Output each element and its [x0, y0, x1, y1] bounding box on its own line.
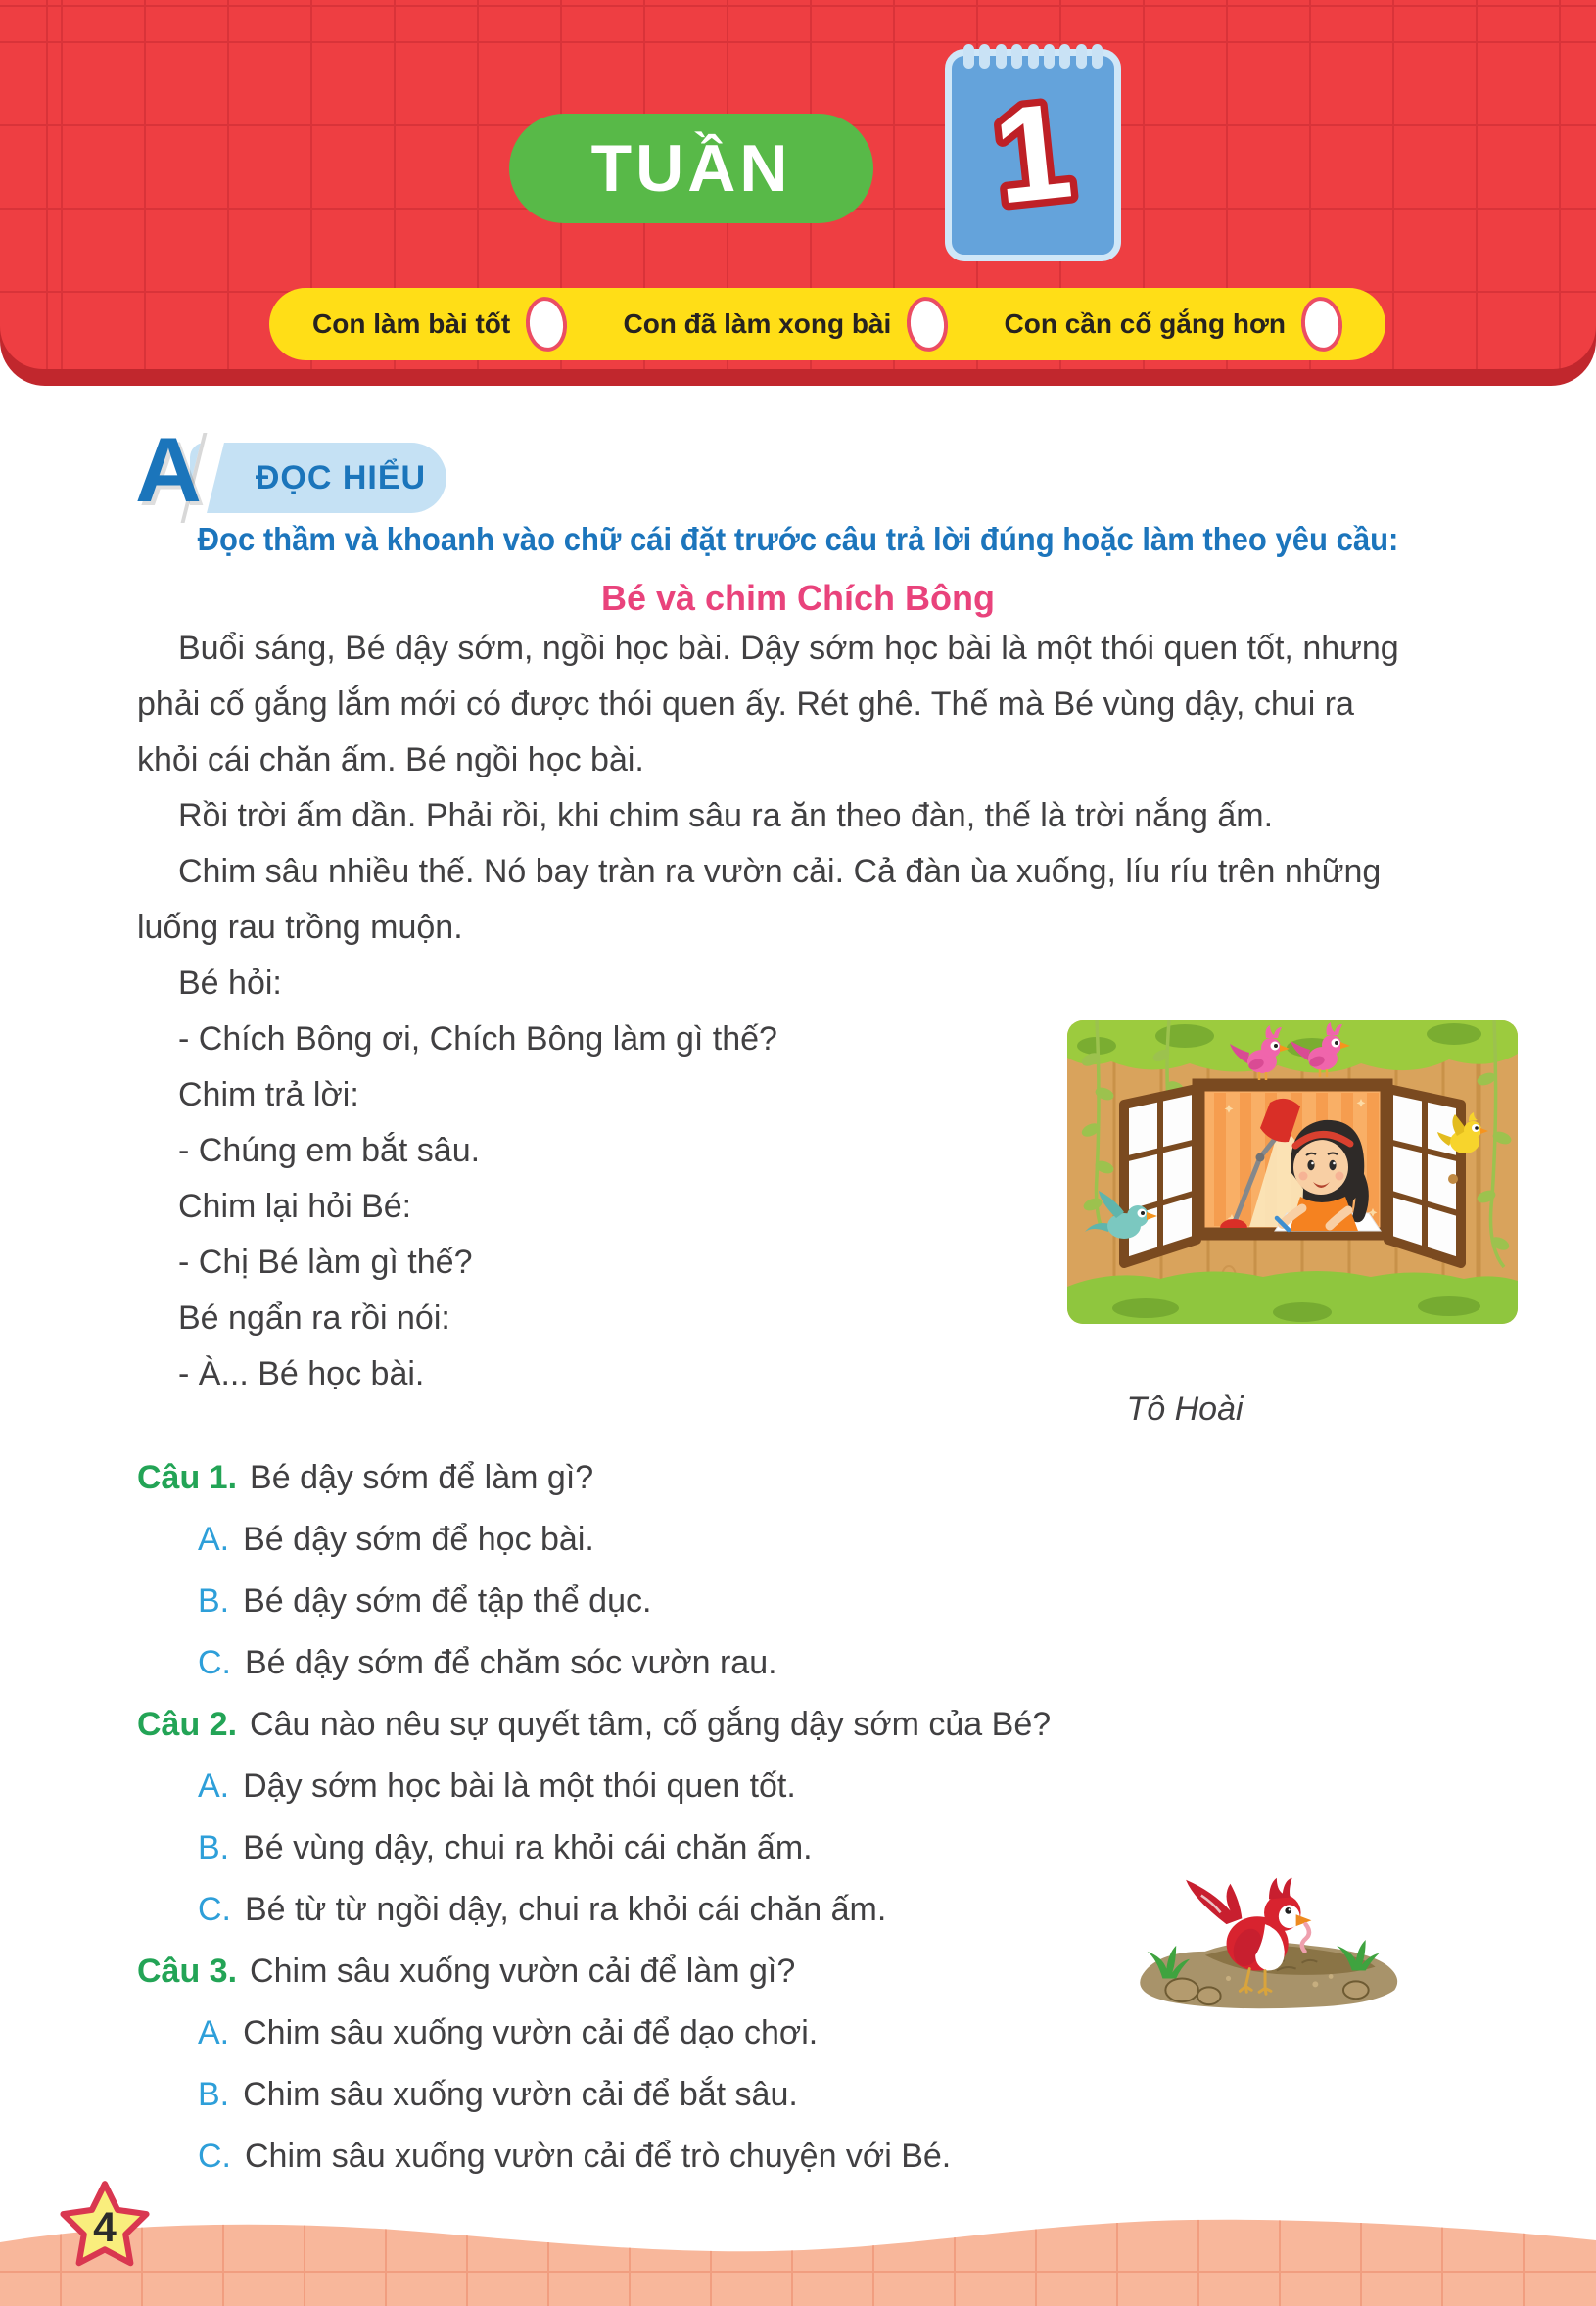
option-letter[interactable]: A. [198, 1521, 230, 1558]
option-letter[interactable]: B. [198, 1582, 230, 1620]
check-item-try-harder [1005, 297, 1342, 352]
star-icon [55, 2170, 155, 2285]
checkbox-oval[interactable] [1298, 295, 1345, 353]
story-line: luống rau trồng muộn. [137, 909, 463, 946]
option-text: Dậy sớm học bài là một thói quen tốt. [243, 1767, 796, 1805]
red-bird-icon [1109, 1862, 1425, 2012]
section-title: ĐỌC HIỂU [255, 458, 427, 496]
question-number: Câu 1. [137, 1459, 238, 1496]
option-letter[interactable]: C. [198, 1891, 231, 1928]
question-text: Bé dậy sớm để làm gì? [250, 1459, 594, 1496]
story-line: Chim trả lời: [178, 1076, 359, 1113]
story-line: Rồi trời ấm dần. Phải rồi, khi chim sâu ra ăn theo đàn, thế là trời nắng ấm. [178, 797, 1274, 834]
section-letter: A [135, 418, 202, 521]
option-row [137, 2126, 1508, 2188]
option-row [137, 1509, 1508, 1571]
option-text: Chim sâu xuống vườn cải để trò chuyện với Bé. [245, 2138, 952, 2175]
story-line: - Chị Bé làm gì thế? [178, 1244, 473, 1281]
question-text: Chim sâu xuống vườn cải để làm gì? [250, 1953, 796, 1990]
option-text: Bé từ từ ngồi dậy, chui ra khỏi cái chăn ấm. [245, 1891, 887, 1928]
option-row [137, 2064, 1508, 2126]
story-line: Chim sâu nhiều thế. Nó bay tràn ra vườn cải. Cả đàn ùa xuống, líu ríu trên những [178, 853, 1382, 890]
story-line: Chim lại hỏi Bé: [178, 1188, 412, 1225]
story-illustration [1067, 1020, 1518, 1324]
story-line: - Chích Bông ơi, Chích Bông làm gì thế? [178, 1020, 777, 1058]
footer-wave [0, 2213, 1596, 2306]
week-badge [509, 114, 873, 223]
self-check-banner [269, 288, 1385, 360]
instruction-text: Đọc thầm và khoanh vào chữ cái đặt trước câu trả lời đúng hoặc làm theo yêu cầu: [197, 521, 1399, 557]
questions-list [137, 1447, 1508, 2188]
question-number: Câu 2. [137, 1706, 238, 1743]
story-line: Bé hỏi: [178, 965, 282, 1002]
story-line: khỏi cái chăn ấm. Bé ngồi học bài. [137, 741, 644, 778]
story-line: Bé ngẩn ra rồi nói: [178, 1299, 450, 1337]
option-letter[interactable]: C. [198, 1644, 231, 1681]
calendar-icon [945, 49, 1121, 261]
question-1 [137, 1447, 1508, 1694]
option-text: Chim sâu xuống vườn cải để dạo chơi. [243, 2014, 819, 2051]
checkbox-oval[interactable] [523, 295, 570, 353]
option-row [137, 1756, 1508, 1817]
story-line: Buổi sáng, Bé dậy sớm, ngồi học bài. Dậy sớm học bài là một thói quen tốt, nhưng [178, 630, 1399, 667]
story-line: - Chúng em bắt sâu. [178, 1132, 481, 1169]
story-title: Bé và chim Chích Bông [600, 578, 996, 618]
page-number-badge [55, 2170, 155, 2285]
section-title-pill [190, 443, 446, 513]
option-text: Bé dậy sớm để học bài. [243, 1521, 594, 1558]
check-label: Con cần cố gắng hơn [1004, 308, 1286, 339]
question-number: Câu 3. [137, 1953, 238, 1990]
option-text: Bé dậy sớm để chăm sóc vườn rau. [245, 1644, 777, 1681]
check-label: Con làm bài tốt [312, 308, 511, 339]
checkbox-oval[interactable] [904, 295, 951, 353]
page-header [0, 0, 1596, 386]
check-label: Con đã làm xong bài [623, 308, 892, 339]
option-text: Bé vùng dậy, chui ra khỏi cái chăn ấm. [243, 1829, 813, 1866]
option-text: Chim sâu xuống vườn cải để bắt sâu. [243, 2076, 798, 2113]
option-row [137, 1571, 1508, 1632]
story-author: Tô Hoài [1126, 1390, 1244, 1428]
check-item-good [312, 297, 567, 352]
window-scene-illustration [1067, 1020, 1518, 1324]
page-number: 4 [93, 2204, 117, 2252]
option-text: Bé dậy sớm để tập thể dục. [243, 1582, 652, 1620]
red-bird-illustration [1109, 1862, 1425, 2012]
option-letter[interactable]: A. [198, 2014, 230, 2051]
option-letter[interactable]: B. [198, 1829, 230, 1866]
story-line: phải cố gắng lắm mới có được thói quen ấy. Rét ghê. Thế mà Bé vùng dậy, chui ra [137, 685, 1354, 723]
option-letter[interactable]: C. [198, 2138, 231, 2175]
option-letter[interactable]: A. [198, 1767, 230, 1805]
week-label: TUẦN [590, 131, 792, 206]
week-number [952, 56, 1114, 255]
check-item-finished [623, 297, 948, 352]
option-letter[interactable]: B. [198, 2076, 230, 2113]
svg-text:1: 1 [987, 74, 1079, 233]
section-a-header [135, 418, 458, 527]
option-row [137, 1632, 1508, 1694]
question-text: Câu nào nêu sự quyết tâm, cố gắng dậy sớm của Bé? [250, 1706, 1052, 1743]
story-line: - À... Bé học bài. [178, 1355, 425, 1392]
